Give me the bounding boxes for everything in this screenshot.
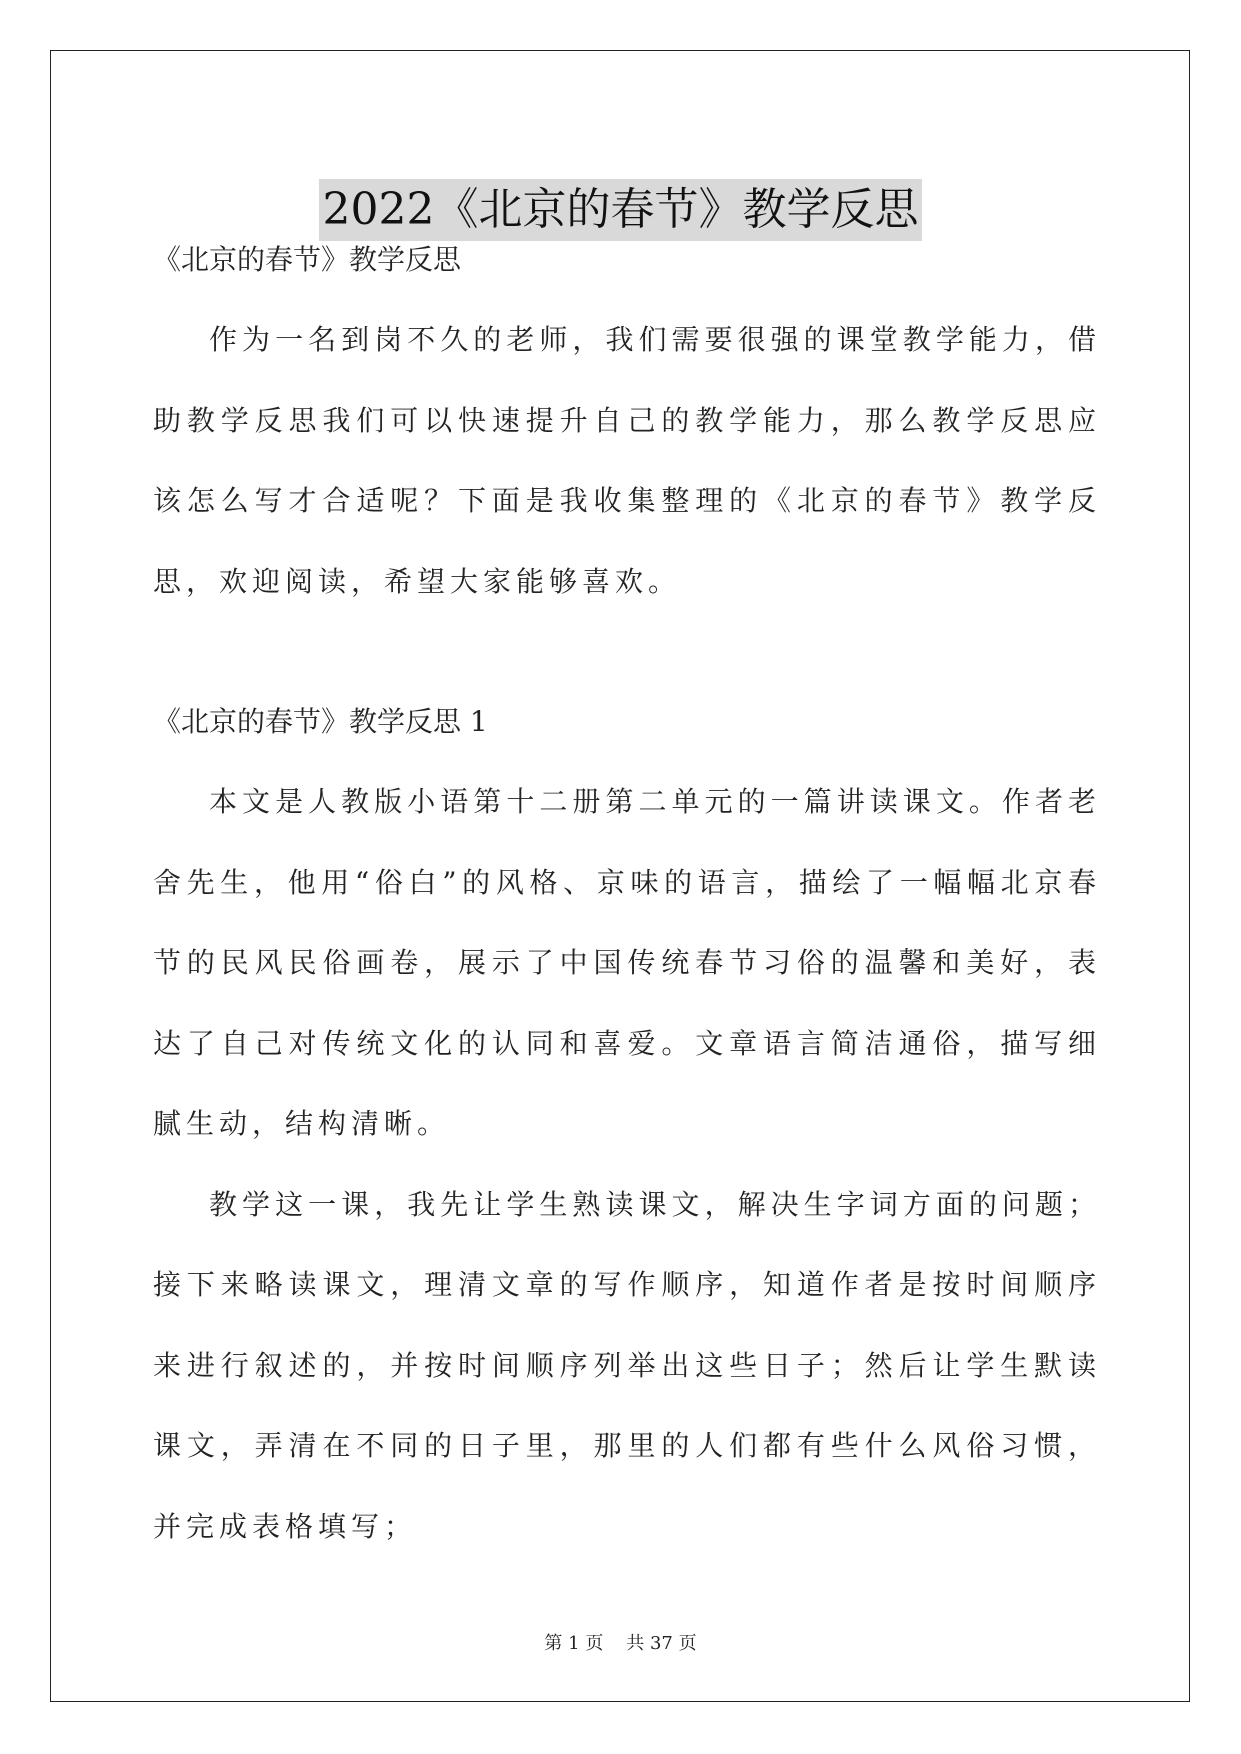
section-paragraph: 教学这一课，我先让学生熟读课文，解决生字词方面的问题；接下来略读课文，理清文章的写作顺序，知道作者是按时间顺序来进行叙述的，并按时间顺序列举出这些日子；然后让学生默读课文，弄清在不同的日子里，那里的人们都有些什么风俗习惯，并完成表格填写； xyxy=(153,1187,1101,1543)
intro-paragraph: 作为一名到岗不久的老师，我们需要很强的课堂教学能力，借助教学反思我们可以快速提升自己的教学能力，那么教学反思应该怎么写才合适呢？下面是我收集整理的《北京的春节》教学反思，欢迎阅读，希望大家能够喜欢。 xyxy=(153,323,1101,598)
document-body xyxy=(153,240,1101,1567)
document-title: 2022《北京的春节》教学反思 xyxy=(319,179,923,241)
page-number: 第 1 页 xyxy=(544,1633,604,1654)
section-heading: 《北京的春节》教学反思 1 xyxy=(153,705,488,738)
intro-heading: 《北京的春节》教学反思 xyxy=(153,243,462,276)
section-paragraph: 本文是人教版小语第十二册第二单元的一篇讲读课文。作者老舍先生，他用“俗白”的风格、京味的语言，描绘了一幅幅北京春节的民风民俗画卷，展示了中国传统春节习俗的温馨和美好，表达了自己对传统文化的认同和喜爱。文章语言简洁通俗，描写细腻生动，结构清晰。 xyxy=(153,785,1101,1140)
page-total: 共 37 页 xyxy=(626,1633,697,1654)
page-footer xyxy=(0,1632,1241,1656)
